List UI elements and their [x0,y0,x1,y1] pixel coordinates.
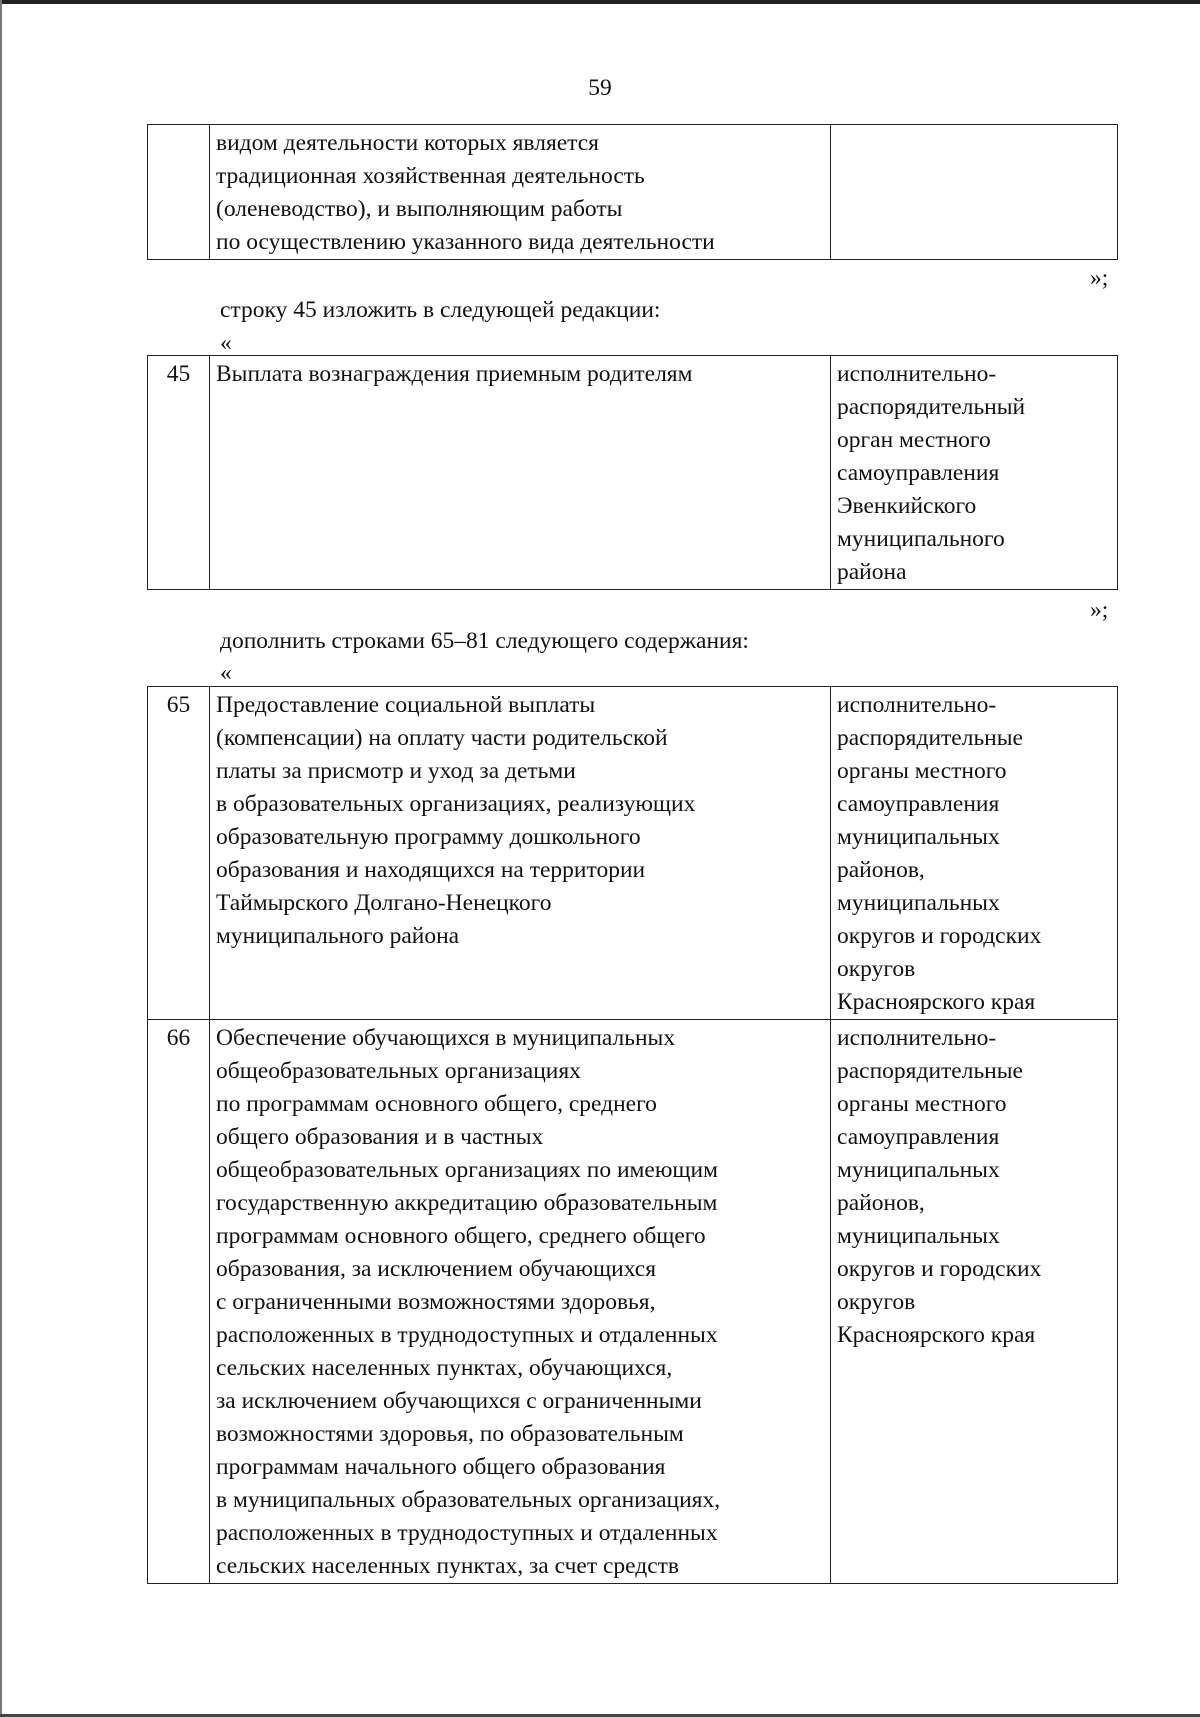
row-number: 45 [148,356,210,590]
text-line: общего образования и в частных [216,1124,544,1150]
table-continuation [147,124,1118,260]
text-line: исполнительно- [837,692,997,718]
text-line: расположенных в труднодоступных и отдаленных [216,1520,718,1546]
text-line: возможностями здоровья, по образовательным [216,1421,684,1447]
text-line: по осуществлению указанного вида деятельности [216,229,715,255]
text-line: распорядительные [837,725,1023,751]
text-line: районов, [837,857,925,883]
text-line: образования и находящихся на территории [216,857,646,883]
page-number: 59 [588,75,612,101]
text-line: Красноярского края [837,1322,1036,1348]
closing-quote: »; [1090,265,1109,291]
row-responsible-body [831,1020,1118,1584]
text-line: самоуправления [837,460,1000,486]
text-line: распорядительные [837,1058,1023,1084]
text-line: муниципального района [216,923,460,949]
text-line: округов и городских [837,923,1042,949]
text-line: образования, за исключением обучающихся [216,1256,657,1282]
row-number: 66 [148,1020,210,1584]
text-line: Красноярского края [837,989,1036,1015]
row-payment-name [210,356,831,590]
text-line: по программам основного общего, среднего [216,1091,657,1117]
text-line: с ограниченными возможностями здоровья, [216,1289,656,1315]
text-line: традиционная хозяйственная деятельность [216,163,645,189]
text-line: органы местного [837,1091,1007,1117]
text-line: района [837,559,907,585]
text-line: образовательную программу дошкольного [216,824,641,850]
row-payment-name [210,125,831,260]
text-line: муниципальных [837,824,1000,850]
text-line: расположенных в труднодоступных и отдаленных [216,1322,718,1348]
text-line: программам начального общего образования [216,1454,666,1480]
scan-left-edge [0,0,2,1717]
closing-quote: »; [1090,597,1109,623]
row-number: 65 [148,687,210,1020]
table-row [148,1020,1118,1584]
opening-quote: « [220,330,232,356]
table-row [148,125,1118,260]
table-row [148,356,1118,590]
row-responsible-body [831,125,1118,260]
text-line: видом деятельности которых является [216,130,599,156]
text-line: исполнительно- [837,1025,997,1051]
text-line: органы местного [837,758,1007,784]
text-line: (компенсации) на оплату части родительской [216,725,668,751]
text-line: орган местного [837,427,991,453]
row-responsible-body [831,687,1118,1020]
text-line: распорядительный [837,394,1026,420]
text-line: Таймырского Долгано-Ненецкого [216,890,552,916]
text-line: муниципального [837,526,1005,552]
row-number [148,125,210,260]
scan-top-edge [0,0,1200,4]
text-line: округов и городских [837,1256,1042,1282]
text-line: сельских населенных пунктах, обучающихся, [216,1355,673,1381]
row-responsible-body [831,356,1118,590]
text-line: муниципальных [837,890,1000,916]
table-row-45 [147,355,1118,590]
text-line: государственную аккредитацию образовательным [216,1190,718,1216]
text-line: платы за присмотр и уход за детьми [216,758,576,784]
text-line: самоуправления [837,791,1000,817]
text-line: исполнительно- [837,361,997,387]
text-line: программам основного общего, среднего общего [216,1223,706,1249]
text-line: общеобразовательных организациях по имеющим [216,1157,718,1183]
text-line: муниципальных [837,1223,1000,1249]
paragraph-add-rows-65-81: дополнить строками 65–81 следующего содержания: [220,628,749,654]
text-line: в муниципальных образовательных организациях, [216,1487,721,1513]
text-line: Эвенкийского [837,493,977,519]
text-line: муниципальных [837,1157,1000,1183]
text-line: самоуправления [837,1124,1000,1150]
text-line: в образовательных организациях, реализующих [216,791,696,817]
text-line: округов [837,1289,916,1315]
row-payment-name [210,1020,831,1584]
text-line: сельских населенных пунктах, за счет средств [216,1553,680,1579]
text-line: Выплата вознаграждения приемным родителям [216,361,693,387]
table-rows-65-66 [147,686,1118,1584]
opening-quote: « [220,660,232,686]
paragraph-replace-row-45: строку 45 изложить в следующей редакции: [220,297,661,323]
table-row [148,687,1118,1020]
text-line: Предоставление социальной выплаты [216,692,596,718]
text-line: Обеспечение обучающихся в муниципальных [216,1025,676,1051]
text-line: общеобразовательных организациях [216,1058,581,1084]
text-line: (оленеводство), и выполняющим работы [216,196,623,222]
text-line: районов, [837,1190,925,1216]
text-line: за исключением обучающихся с ограниченными [216,1388,702,1414]
text-line: округов [837,956,916,982]
row-payment-name [210,687,831,1020]
